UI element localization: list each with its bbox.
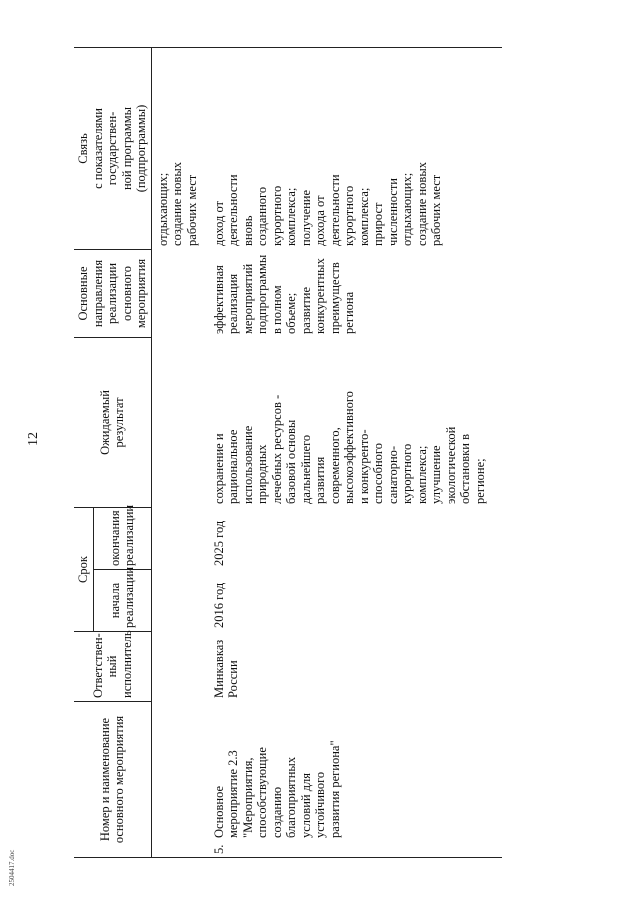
header-row-top xyxy=(74,47,93,857)
row-executor: Минкавказ России xyxy=(211,639,240,698)
rotated-document-content xyxy=(74,48,522,858)
row-result: сохранение и рациональное использование природных лечебных ресурсов - базовой основы дальнейшего развития современного, высокоэффективного и конкуренто- способного санаторно- курортного комплекса; улучшение экологической обстановки в регионе; xyxy=(211,391,487,504)
row-directions: эффективная реализация мероприятий подпрограммы в полном объеме; развитие конкурентных преимуществ региона xyxy=(211,254,356,334)
row-link: доход от деятельности вновь созданного курортного комплекса; получение дохода от деятельности курортного комплекса; прирост численности отдыхающих; создание новых рабочих мест xyxy=(202,47,502,249)
header-term: Срок xyxy=(74,507,93,631)
header-executor: Ответствен- ный исполнитель xyxy=(74,632,151,702)
header-result: Ожидаемый результат xyxy=(74,337,151,507)
table-row xyxy=(202,47,502,857)
row-number: 5. xyxy=(211,844,226,854)
header-term-start: начала реализации xyxy=(93,570,151,632)
row-end: 2025 год xyxy=(211,520,226,566)
header-link: Связь с показателями государствен- ной программы (подпрограммы) xyxy=(74,47,151,249)
row-title: Основное мероприятие 2.3 "Мероприятия, способствующие созданию благоприятных условий для устойчивого развития региона" xyxy=(211,740,342,838)
page-number: 12 xyxy=(26,432,41,446)
row-title-cell xyxy=(202,702,502,858)
header-directions: Основные направления реализации основного мероприятия xyxy=(74,249,151,337)
table-row xyxy=(151,47,202,857)
continuation-link-cell: отдыхающих; создание новых рабочих мест xyxy=(151,47,202,249)
program-measures-table xyxy=(74,47,502,858)
header-term-end: окончания реализации xyxy=(93,507,151,569)
header-name: Номер и наименование основного мероприятия xyxy=(74,702,151,858)
footer-file-code: 2504417.doc xyxy=(8,849,16,886)
row-start: 2016 год xyxy=(211,582,226,628)
